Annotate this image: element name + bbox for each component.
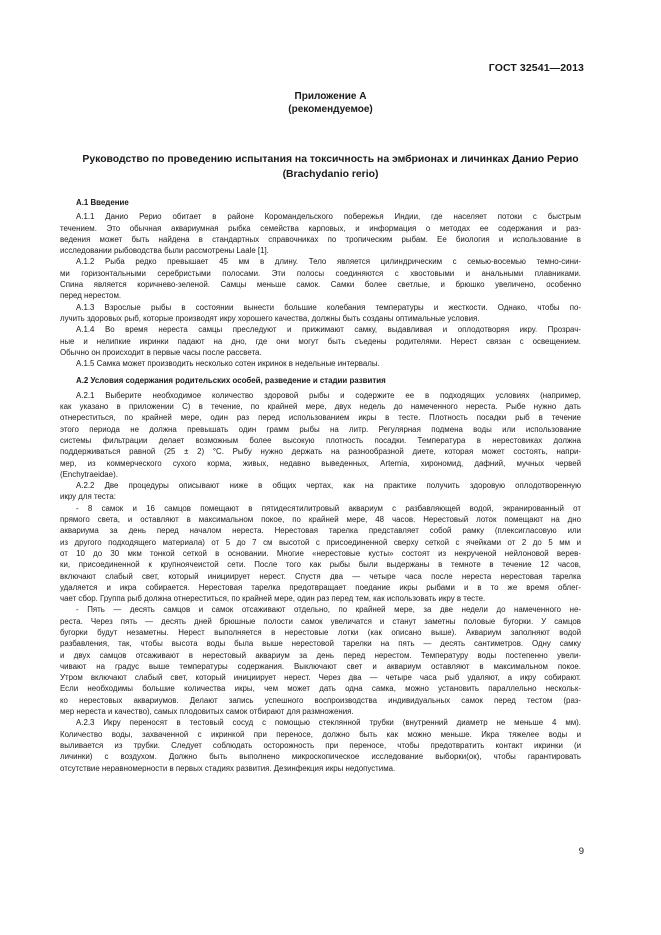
text-line: - 8 самок и 16 самцов помещают в пятидесятилитровый аквариум с разбавляющей водой, экранированный от bbox=[76, 503, 581, 513]
paragraph bbox=[60, 358, 581, 369]
text-line: выливается из трубки. Следует соблюдать осторожность при переносе, чтобы предотвратить контакт икринки (и bbox=[60, 740, 581, 750]
text-line: Обычно он происходит в первые часы после рассвета. bbox=[60, 347, 262, 357]
text-line: и двух самцов отсаживают в нерестовый аквариум за день перед нерестом. Температуру воды постепенно увели- bbox=[60, 650, 581, 660]
page-number: 9 bbox=[578, 846, 584, 857]
text-line: системы фильтрации делает возможным более высокую плотность посадки. Температура в нерестовиках должна bbox=[60, 435, 581, 445]
text-line: (Enchytraeidae). bbox=[60, 469, 118, 479]
text-line: А.2.2 Две процедуры описывают ниже в общих чертах, как на практике получить здоровую оплодотворенную bbox=[76, 481, 581, 491]
text-line: А.1.4 Во время нереста самцы преследуют и прижимают самку, выдавливая и оплодотворяя икру. Прозрач- bbox=[76, 325, 581, 335]
text-line: аквариума за день перед началом нереста. Нерестовая тарелка представляет собой рамку (плексигласовую или bbox=[60, 526, 581, 536]
text-line: - Пять — десять самцов и самок отсаживают отдельно, по крайней мере, за две недели до намеченного не- bbox=[76, 605, 581, 615]
text-line: мер, из коммерческого сухого корма, живых, недавно выведенных, Artemia, хирономид, дафний, мучных червей bbox=[60, 458, 581, 468]
text-line: Спина является коричнево-зеленой. Самцы меньше самок. Самки более светлые, и брюшко увеличено, особенно bbox=[60, 280, 581, 290]
standard-number: ГОСТ 32541—2013 bbox=[488, 62, 584, 74]
paragraph bbox=[60, 717, 581, 773]
text-line: Утром включают слабый свет, который инициирует нерест. Через два — четыре часа рыб удаляют, а икру собирают. bbox=[60, 673, 581, 683]
section-heading: А.1 Введение bbox=[76, 198, 129, 207]
text-line: ми горизонтальными серебристыми полосами. Эти полосы соединяются с хвостовыми и анальными плавниками. bbox=[60, 268, 581, 278]
text-line: А.2.3 Икру переносят в тестовый сосуд с помощью стеклянной трубки (внутренний диаметр не меньше 4 мм). bbox=[76, 718, 581, 728]
text-line: от 10 до 30 мкм тонкой сеткой в основании. Многие «нерестовые кусты» состоят из некрученой нейлоновой верев- bbox=[60, 548, 581, 558]
text-line: бугорки будут незаметны. Нерест выполняется в нерестовые лотки (как описано выше). Аквариум заполняют водой bbox=[60, 627, 581, 637]
document-title bbox=[50, 152, 611, 182]
text-line: прямого света, и оставляют в максимальном покое, по крайней мере, 48 часов. Нерестовый лоток помещают на дно bbox=[60, 515, 581, 525]
text-line: перед нерестом. bbox=[60, 291, 122, 301]
text-line: включают слабый свет, который инициирует нерест. Спустя два — четыре часа после нереста нерестовая тарелка bbox=[60, 571, 581, 581]
paragraph bbox=[60, 256, 581, 301]
section-heading: А.2 Условия содержания родительских особей, разведение и стадии развития bbox=[76, 376, 386, 386]
text-line: икру для теста: bbox=[60, 492, 116, 502]
document-title-latin: (Brachydanio rerio) bbox=[282, 169, 379, 180]
paragraph bbox=[60, 480, 581, 503]
document-body bbox=[60, 197, 581, 774]
text-line: А.1.2 Рыба редко превышает 45 мм в длину. Тело является цилиндрическим с семью-восемью темно-сини- bbox=[76, 257, 581, 267]
annex-block bbox=[0, 90, 661, 116]
text-line: А.1.5 Самка может производить несколько сотен икринок в недельные интервалы. bbox=[76, 359, 380, 369]
text-line: из другого подходящего материала) от 5 до 7 см высотой с присоединенной сверху сеткой с ячейками от 2 до 5 мм и bbox=[60, 537, 581, 547]
text-line: реста. Через пять — десять дней брюшные полости самок увеличатся и станут заметны половые бугорки. У самцов bbox=[60, 616, 581, 626]
text-line: мер нереста и качество), самых плодовитых самок отбирают для размножения. bbox=[60, 707, 354, 717]
text-line: как указано в приложении С) в течение, по крайней мере, двух недель до намеченного нереста. Рыбе нужно дать bbox=[60, 402, 581, 412]
text-line: течением. Это обычная аквариумная рыбка семейства карповых, и информация о методах ее содержания и раз- bbox=[60, 223, 581, 233]
text-line: ные и нелипкие икринки падают на дно, где они могут быть съедены родителями. Нерест связан с освещением. bbox=[60, 336, 581, 346]
text-line: ведения может быть найдена в стандартных справочниках по тропическим рыбам. Ее биология и использование в bbox=[60, 234, 581, 244]
text-line: отнереститься, по крайней мере, один раз перед использованием икры в тесте. Плотность посадки рыб в течение bbox=[60, 413, 581, 423]
text-line: ки, присоединенной к крупноячеистой сети. После того как рыбы были выдержаны в темноте в течение 12 часов, bbox=[60, 560, 581, 570]
text-line: отсутствие неравномерности в первых стадиях развития. Дезинфекция икры недопустима. bbox=[60, 763, 396, 773]
text-line: А.1.3 Взрослые рыбы в состоянии вынести большие колебания температуры и жесткости. Однако, чтобы по- bbox=[76, 302, 581, 312]
paragraph bbox=[60, 390, 581, 480]
text-line: чает сбор. Группа рыб должна отнереститься, по крайней мере, один раз перед тем, как использовать икру в тесте. bbox=[60, 594, 486, 604]
paragraph bbox=[60, 324, 581, 358]
text-line: разбавления, так, чтобы высота воды была выше нерестовой тарелки на пять — десять сантиметров. Одну самку bbox=[60, 639, 581, 649]
document-title-line: Руководство по проведению испытания на токсичность на эмбрионах и личинках Данио Рерио bbox=[82, 154, 579, 165]
annex-status: (рекомендуемое) bbox=[288, 104, 373, 115]
text-line: лучить здоровых рыб, которые производят икру хорошего качества, должны быть созданы оптимальные условия. bbox=[60, 313, 480, 323]
text-line: ко нерестовых аквариумов. Делают запись успешного воспроизводства индивидуальных самок перед тестом (раз- bbox=[60, 695, 581, 705]
annex-title: Приложение А bbox=[294, 91, 367, 102]
text-line: удаляется и икра собирается. Нерестовая тарелка предотвращает поедание икры рыбами и в то же время облег- bbox=[60, 582, 581, 592]
text-line: личинки) с воздухом. Должно быть выполнено микроскопическое исследование выборки(ок), чтобы гарантировать bbox=[60, 752, 581, 762]
text-line: чивают на градус выше температуры содержания. Выключают свет и аквариум оставляют в максимальном покое. bbox=[60, 661, 581, 671]
text-line: Количество воды, захваченной с икринкой при переносе, должно быть как можно меньше. Икра тяжелее воды и bbox=[60, 729, 581, 739]
text-line: поддерживаться равной (25 ± 2) °С. Рыбу нужно держать на разнообразной диете, которая может состоять, напри- bbox=[60, 447, 581, 457]
text-line: А.2.1 Выберите необходимое количество здоровой рыбы и содержите ее в подходящих условиях (например, bbox=[76, 390, 581, 400]
paragraph bbox=[60, 503, 581, 605]
paragraph bbox=[60, 211, 581, 256]
paragraph bbox=[60, 604, 581, 717]
text-line: этого периода не должна превышать один грамм рыбы на литр. Регулярная подмена воды или использование bbox=[60, 424, 581, 434]
paragraph bbox=[60, 302, 581, 325]
text-line: исследовании рыбоводства были рассмотрены Laale [1]. bbox=[60, 246, 269, 256]
text-line: Если необходимы большие количества икры, чем может дать одна самка, можно установить параллельно нескольк- bbox=[60, 684, 581, 694]
text-line: А.1.1 Данио Рерио обитает в районе Коромандельского побережья Индии, где населяет потоки с быстрым bbox=[76, 212, 581, 222]
